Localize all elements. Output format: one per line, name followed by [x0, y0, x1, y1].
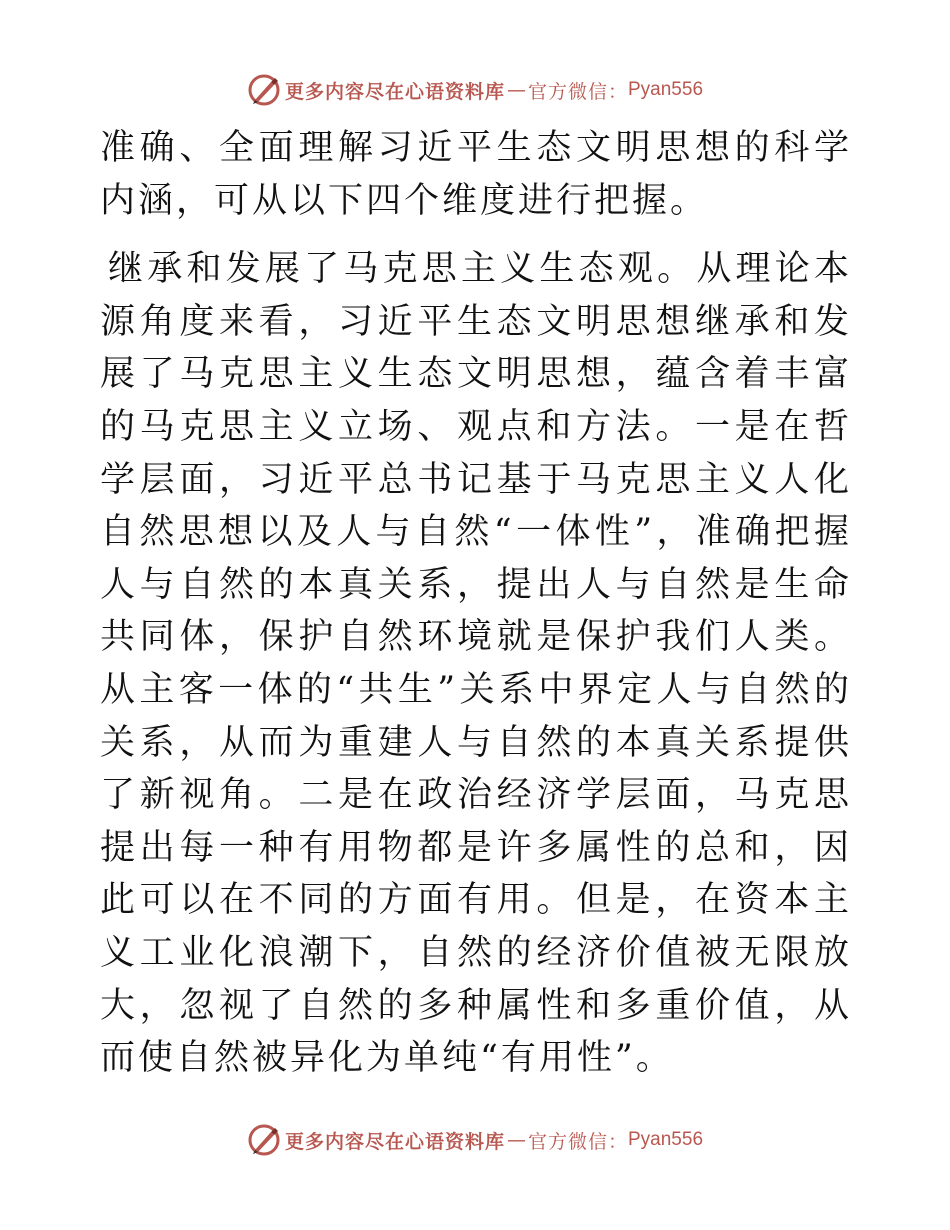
pen-logo-icon [247, 1123, 281, 1157]
paragraph-marxist-ecology: 继承和发展了马克思主义生态观。从理论本源角度来看，习近平生态文明思想继承和发展了马克思主义生态文明思想，蕴含着丰富的马克思主义立场、观点和方法。一是在哲学层面，习近平总书记基于马克思主义人化自然思想以及人与自然“一体性”，准确把握人与自然的本真关系，提出人与自然是生命共同体，保护自然环境就是保护我们人类。从主客一体的“共生”关系中界定人与自然的关系，从而为重建人与自然的本真关系提供了新视角。二是在政治经济学层面，马克思提出每一种有用物都是许多属性的总和，因此可以在不同的方面有用。但是，在资本主义工业化浪潮下，自然的经济价值被无限放大，忽视了自然的多种属性和多重价值，从而使自然被异化为单纯“有用性”。 [100, 249, 852, 1079]
banner-wechat-id: Pyan556 [628, 79, 704, 100]
banner-separator: — [506, 79, 526, 101]
banner-site-text: 更多内容尽在心语资料库 [284, 80, 505, 103]
document-body [100, 122, 852, 1085]
banner-wechat-label: 官方微信： [527, 1130, 628, 1153]
banner-separator: — [506, 1129, 526, 1151]
footer-banner [0, 1120, 950, 1160]
header-banner [0, 70, 950, 110]
pen-logo-icon [247, 73, 281, 107]
banner-wechat-label: 官方微信： [527, 80, 628, 103]
banner-site-text: 更多内容尽在心语资料库 [284, 1130, 505, 1153]
banner-wechat-id: Pyan556 [628, 1129, 704, 1150]
paragraph-intro: 准确、全面理解习近平生态文明思想的科学内涵，可从以下四个维度进行把握。 [100, 128, 852, 221]
